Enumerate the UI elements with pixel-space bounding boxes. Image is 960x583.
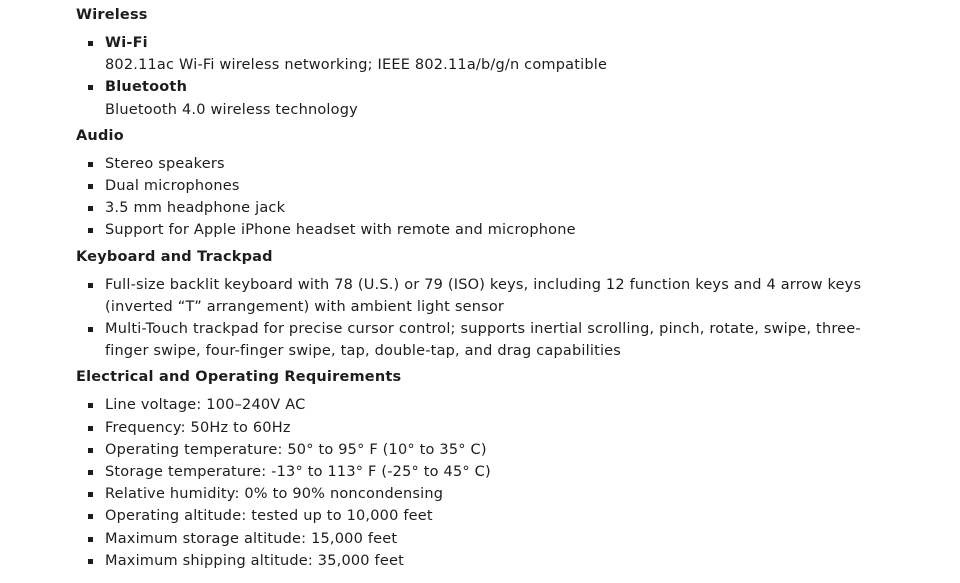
list-item: Dual microphones (76, 175, 895, 197)
item-text: Bluetooth 4.0 wireless technology (105, 101, 358, 118)
section-title: Electrical and Operating Requirements (76, 369, 402, 386)
list-item: Multi-Touch trackpad for precise cursor control; supports inertial scrolling, pinch, rotate, swipe, three-finger swipe, four-finger swipe, tap, double-tap, and drag capabilities (76, 318, 895, 362)
item-title: Bluetooth (105, 79, 188, 96)
list-item: Support for Apple iPhone headset with remote and microphone (76, 219, 895, 241)
list-item (76, 32, 895, 76)
item-title: Wi-Fi (105, 35, 148, 51)
list-item: Operating temperature: 50° to 95° F (10° to 35° C) (76, 439, 895, 461)
list-item: Maximum shipping altitude: 35,000 feet (76, 550, 895, 572)
list-item: Storage temperature: -13° to 113° F (-25° to 45° C) (76, 461, 895, 483)
section-title: Keyboard and Trackpad (76, 248, 273, 265)
list-item: Frequency: 50Hz to 60Hz (76, 417, 895, 439)
list-item: Relative humidity: 0% to 90% noncondensing (76, 483, 895, 505)
list-item: Stereo speakers (76, 153, 895, 175)
section-title: Wireless (76, 7, 148, 23)
spec-list (76, 32, 960, 121)
list-item: Operating altitude: tested up to 10,000 feet (76, 505, 895, 527)
section-keyboard-trackpad (76, 246, 960, 363)
spec-list (76, 394, 960, 572)
section-audio (76, 125, 960, 242)
list-item: 3.5 mm headphone jack (76, 197, 895, 219)
spec-list (76, 274, 960, 363)
list-item (76, 76, 895, 120)
section-electrical (76, 366, 960, 572)
item-text: 802.11ac Wi-Fi wireless networking; IEEE 802.11a/b/g/n compatible (105, 57, 608, 74)
section-wireless (76, 4, 960, 121)
list-item: Line voltage: 100–240V AC (76, 394, 895, 416)
spec-list (76, 153, 960, 242)
section-title: Audio (76, 127, 124, 144)
list-item: Maximum storage altitude: 15,000 feet (76, 528, 895, 550)
list-item: Full-size backlit keyboard with 78 (U.S.) or 79 (ISO) keys, including 12 function keys and 4 arrow keys (inverted “T” arrangement) with ambient light sensor (76, 274, 895, 318)
